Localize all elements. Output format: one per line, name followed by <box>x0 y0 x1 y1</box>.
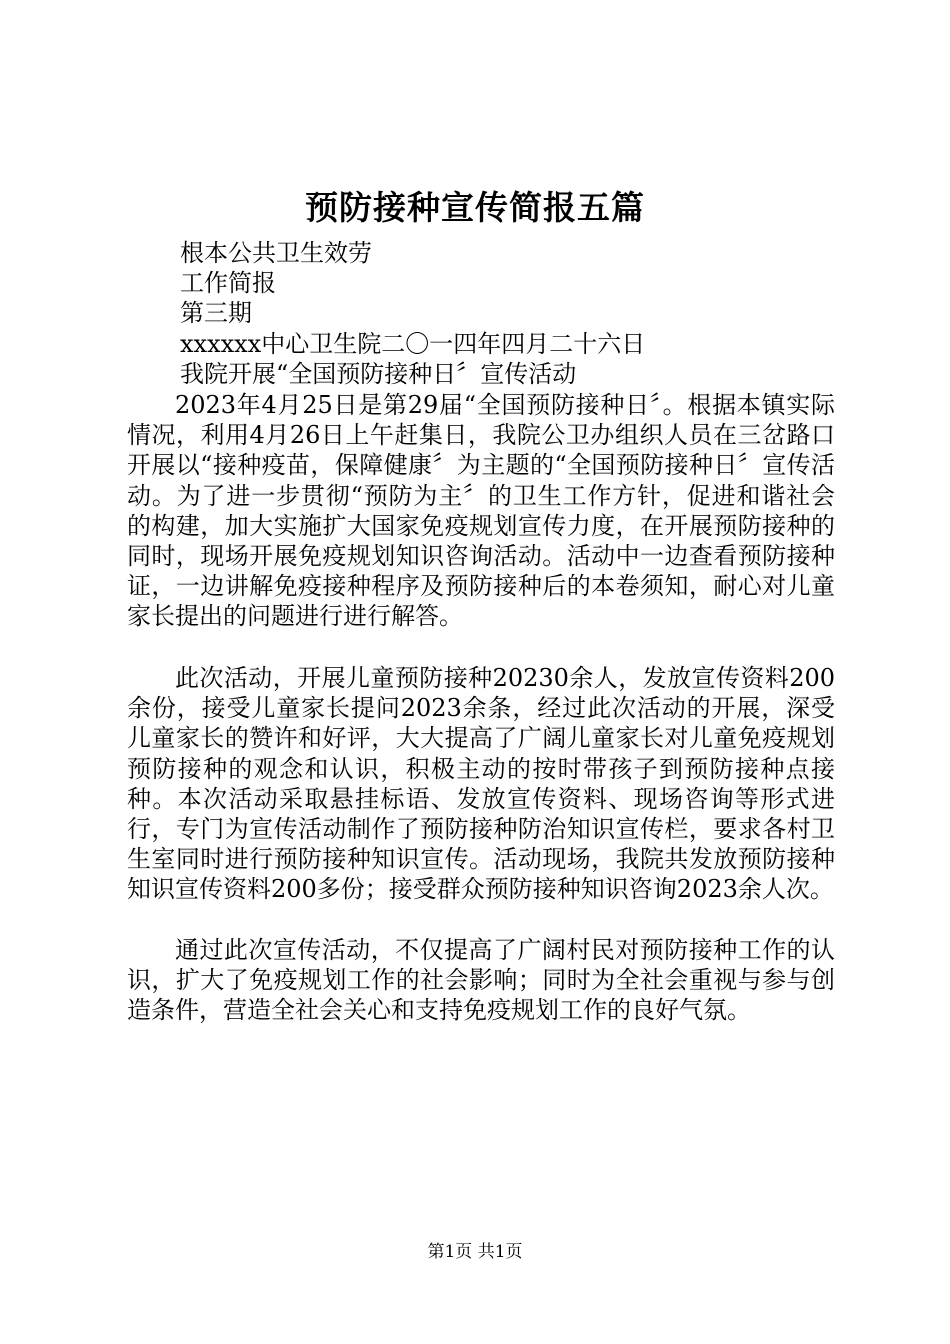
paragraph-1: 2023年4月25日是第29届“全国预防接种日〞。根据本镇实际情况，利用4月26日上午赶集日，我院公卫办组织人员在三岔路口开展以“接种疫苗，保障健康〞为主题的“全国预防接种日〞宣传活动。为了进一步贯彻“预防为主〞的卫生工作方针，促进和谐社会的构建，加大实施扩大国家免疫规划宣传力度，在开展预防接种的同时，现场开展免疫规划知识咨询活动。活动中一边查看预防接种证，一边讲解免疫接种程序及预防接种后的本卷须知，耐心对儿童家长提出的问题进行进行解答。 <box>127 391 835 631</box>
header-line-bulletin: 工作简报 <box>180 269 276 297</box>
header-line-date: xxxxxx中心卫生院二〇一四年四月二十六日 <box>180 330 646 358</box>
page-title: 预防接种宣传简报五篇 <box>305 188 645 227</box>
header-line-issue: 第三期 <box>180 299 252 327</box>
header-line-subject: 我院开展“全国预防接种日〞宣传活动 <box>180 360 577 388</box>
paragraph-3: 通过此次宣传活动，不仅提高了广阔村民对预防接种工作的认识，扩大了免疫规划工作的社会影响；同时为全社会重视与参与创造条件，营造全社会关心和支持免疫规划工作的良好气氛。 <box>127 936 835 1025</box>
page-footer: 第1页 共1页 <box>427 1242 523 1262</box>
header-line-agency: 根本公共卫生效劳 <box>180 239 372 267</box>
paragraph-2: 此次活动，开展儿童预防接种20230余人，发放宣传资料200余份，接受儿童家长提问2023余条，经过此次活动的开展，深受儿童家长的赞许和好评，大大提高了广阔儿童家长对儿童免疫规划预防接种的观念和认识，积极主动的按时带孩子到预防接种点接种。本次活动采取悬挂标语、发放宣传资料、现场咨询等形式进行，专门为宣传活动制作了预防接种防治知识宣传栏，要求各村卫生室同时进行预防接种知识宣传。活动现场，我院共发放预防接种知识宣传资料200多份；接受群众预防接种知识咨询2023余人次。 <box>127 664 835 904</box>
